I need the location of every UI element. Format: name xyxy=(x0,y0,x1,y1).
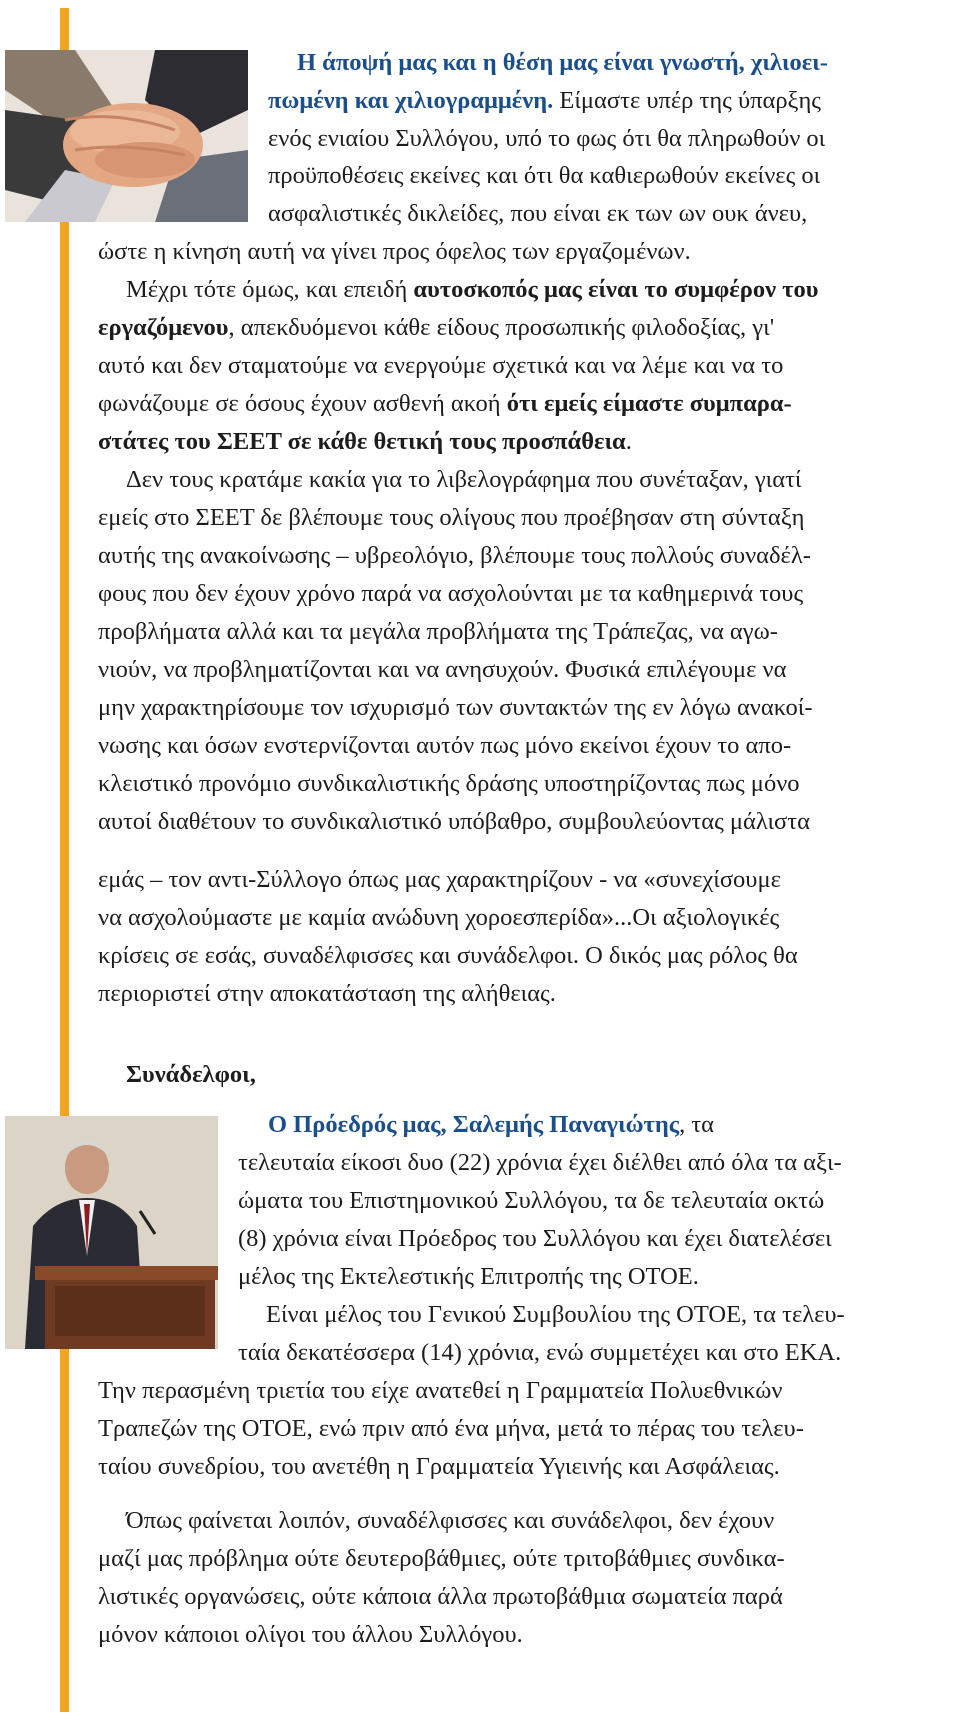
text-span: . xyxy=(625,428,632,455)
text-span: ώστε η κίνηση αυτή να γίνει προς όφελος των εργαζομένων. xyxy=(98,238,691,265)
text-line xyxy=(98,696,813,721)
text-line xyxy=(126,468,802,493)
text-line xyxy=(98,392,792,417)
bold-text: Συνάδελφοι, xyxy=(126,1061,256,1088)
text-line xyxy=(98,240,691,265)
text-span: εμείς στο ΣΕΕΤ δε βλέπουμε τους ολίγους που προέβησαν στη σύνταξη xyxy=(98,504,805,531)
text-span: Δεν τους κρατάμε κακία για το λιβελογράφημα που συνέταξαν, γιατί xyxy=(126,466,802,493)
text-line xyxy=(268,164,820,189)
bold-text: εργαζόμενου xyxy=(98,314,229,341)
text-line xyxy=(268,1113,714,1138)
text-line xyxy=(238,1265,699,1290)
text-span: ασφαλιστικές δικλείδες, που είναι εκ των ων ουκ άνευ, xyxy=(268,200,808,227)
speaker-at-podium-photo xyxy=(5,1116,218,1349)
text-line xyxy=(98,506,804,531)
highlighted-text: Η άποψή μας και η θέση μας είναι γνωστή, χιλιοει- xyxy=(297,49,828,76)
text-line xyxy=(98,354,783,379)
text-span: ταία δεκατέσσερα (14) χρόνια, ενώ συμμετέχει και στο ΕΚΑ. xyxy=(238,1339,842,1366)
text-line xyxy=(238,1341,841,1366)
bold-text: αυτοσκοπός μας είναι το συμφέρον του xyxy=(413,276,819,303)
text-span: κρίσεις σε εσάς, συναδέλφισσες και συνάδελφοι. Ο δικός μας ρόλος θα xyxy=(98,942,798,969)
text-span: αυτοί διαθέτουν το συνδικαλιστικό υπόβαθρο, συμβουλεύοντας μάλιστα xyxy=(98,808,810,835)
text-span: ώματα του Επιστημονικού Συλλόγου, τα δε τελευταία οκτώ xyxy=(238,1187,825,1214)
text-span: κλειστικό προνόμιο συνδικαλιστικής δράσης υποστηρίζοντας πως μόνο xyxy=(98,770,800,797)
text-span: τελευταία είκοσι δυο (22) χρόνια έχει διέλθει από όλα τα αξι- xyxy=(238,1149,842,1176)
text-line xyxy=(98,1417,804,1442)
text-line xyxy=(98,1623,523,1648)
text-line xyxy=(98,582,803,607)
text-line xyxy=(297,51,828,76)
text-span: μόνον κάποιοι ολίγοι του άλλου Συλλόγου. xyxy=(98,1621,523,1648)
text-line xyxy=(98,658,786,683)
text-line xyxy=(98,1585,783,1610)
text-span: φωνάζουμε σε όσους έχουν ασθενή ακοή xyxy=(98,390,507,417)
text-span: , τα xyxy=(679,1111,715,1138)
text-span: Είναι μέλος του Γενικού Συμβουλίου της ΟΤΟΕ, τα τελευ- xyxy=(266,1301,845,1328)
text-line xyxy=(98,430,632,455)
text-span: να ασχολούμαστε με καμία ανώδυνη χοροεσπερίδα»...Οι αξιολογικές xyxy=(98,904,780,931)
text-span: μην χαρακτηρίσουμε τον ισχυρισμό των συντακτών της εν λόγω ανακοί- xyxy=(98,694,813,721)
text-span: Τραπεζών της ΟΤΟΕ, ενώ πριν από ένα μήνα, μετά το πέρας του τελευ- xyxy=(98,1415,804,1442)
text-line xyxy=(98,544,811,569)
text-span: προϋποθέσεις εκείνες και ότι θα καθιερωθούν εκείνες οι xyxy=(268,162,821,189)
orange-margin-rule xyxy=(60,8,69,1712)
text-line xyxy=(238,1151,842,1176)
text-span: νιούν, να προβληματίζονται και να ανησυχούν. Φυσικά επιλέγουμε να xyxy=(98,656,787,683)
text-line xyxy=(98,772,800,797)
text-line xyxy=(98,982,556,1007)
text-span: περιοριστεί στην αποκατάσταση της αλήθειας. xyxy=(98,980,556,1007)
text-span: Την περασμένη τριετία του είχε ανατεθεί η Γραμματεία Πολυεθνικών xyxy=(98,1377,783,1404)
text-span: (8) χρόνια είναι Πρόεδρος του Συλλόγου και έχει διατελέσει xyxy=(238,1225,832,1252)
highlighted-text: πωμένη και χιλιογραμμένη. xyxy=(268,87,554,114)
text-line xyxy=(98,810,810,835)
bold-text: στάτες του ΣΕΕΤ σε κάθε θετική τους προσπάθεια xyxy=(98,428,626,455)
text-span: νωσης και όσων ενστερνίζονται αυτόν πως μόνο εκείνοι έχουν το απο- xyxy=(98,732,792,759)
text-line xyxy=(98,734,791,759)
text-span: Είμαστε υπέρ της ύπαρξης xyxy=(553,87,821,114)
text-line xyxy=(268,202,807,227)
text-span: Όπως φαίνεται λοιπόν, συναδέλφισσες και συνάδελφοι, δεν έχουν xyxy=(126,1507,775,1534)
text-line xyxy=(126,278,818,303)
text-span: αυτό και δεν σταματούμε να ενεργούμε σχετικά και να λέμε και να το xyxy=(98,352,784,379)
text-line xyxy=(98,1455,780,1480)
text-span: εμάς – τον αντι-Σύλλογο όπως μας χαρακτηρίζουν - να «συνεχίσουμε xyxy=(98,866,781,893)
text-line xyxy=(126,1509,774,1534)
text-line xyxy=(238,1227,832,1252)
text-span: Μέχρι τότε όμως, και επειδή xyxy=(126,276,414,303)
bold-text: ότι εμείς είμαστε συμπαρα- xyxy=(506,390,792,417)
text-span: λιστικές οργανώσεις, ούτε κάποια άλλα πρωτοβάθμια σωματεία παρά xyxy=(98,1583,783,1610)
text-line xyxy=(98,1547,785,1572)
text-line xyxy=(98,1379,782,1404)
text-line xyxy=(98,868,781,893)
text-line xyxy=(268,127,825,152)
text-span: αυτής της ανακοίνωσης – υβρεολόγιο, βλέπουμε τους πολλούς συναδέλ- xyxy=(98,542,811,569)
text-span: φους που δεν έχουν χρόνο παρά να ασχολούνται με τα καθημερινά τους xyxy=(98,580,804,607)
text-span: μαζί μας πρόβλημα ούτε δευτεροβάθμιες, ούτε τριτοβάθμιες συνδικα- xyxy=(98,1545,785,1572)
text-line xyxy=(98,944,798,969)
text-line xyxy=(98,316,774,341)
text-line xyxy=(238,1189,824,1214)
text-span: ταίου συνεδρίου, του ανετέθη η Γραμματεία Υγιεινής και Ασφάλειας. xyxy=(98,1453,780,1480)
text-span: ενός ενιαίου Συλλόγου, υπό το φως ότι θα πληρωθούν οι xyxy=(268,125,826,152)
text-span: , απεκδυόμενοι κάθε είδους προσωπικής φιλοδοξίας, γι' xyxy=(228,314,775,341)
highlighted-text: Ο Πρόεδρός μας, Σαλεμής Παναγιώτης xyxy=(268,1111,680,1138)
text-line xyxy=(266,1303,845,1328)
text-line xyxy=(98,620,778,645)
stacked-hands-photo xyxy=(5,50,248,222)
text-line xyxy=(126,1063,256,1088)
text-span: μέλος της Εκτελεστικής Επιτροπής της ΟΤΟΕ. xyxy=(238,1263,699,1290)
text-line xyxy=(98,906,779,931)
text-line xyxy=(268,89,821,114)
text-span: προβλήματα αλλά και τα μεγάλα προβλήματα της Τράπεζας, να αγω- xyxy=(98,618,778,645)
